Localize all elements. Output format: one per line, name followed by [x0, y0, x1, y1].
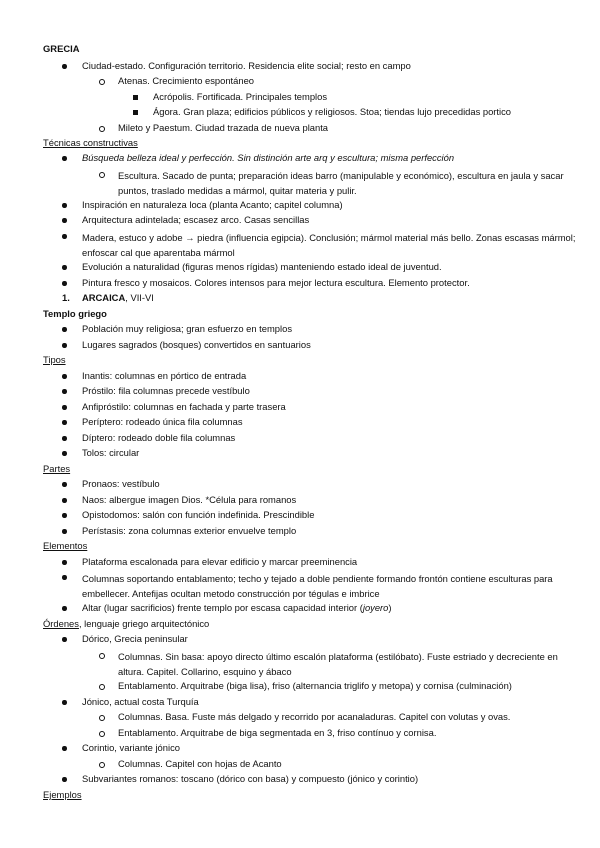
section-heading-templo: Templo griego	[43, 308, 107, 319]
section-heading-ordenes: Órdenes, lenguaje griego arquitectónico	[43, 618, 210, 629]
list-item: Columnas. Sin basa: apoyo directo último escalón plataforma (estilóbato). Fuste estriado y decreciente en altura. Capitel. Collarino, esquino y ábaco	[118, 651, 558, 677]
list-item: Madera, estuco y adobe → piedra (influencia egipcia). Conclusión; mármol material más bello. Zonas escasas mármol; enfoscar cal que aparentaba mármol	[82, 232, 576, 258]
section-heading-tipos: Tipos	[43, 354, 66, 365]
document-title: GRECIA	[43, 43, 80, 54]
list-item: Escultura. Sacado de punta; preparación ideas barro (manipulable y económico), escultura en jaula y sacar puntos, traslado medidas a mármol, quitar materia y pulir.	[118, 170, 564, 196]
section-heading-elementos: Elementos	[43, 540, 88, 551]
section-heading-ejemplos: Ejemplos	[43, 789, 82, 800]
section-heading-tecnicas: Técnicas constructivas	[43, 137, 138, 148]
list-item: Columnas soportando entablamento; techo y tejado a doble pendiente formando frontón contiene esculturas para embellecer. Antefijas ocultan metodo construcción por tégulas e imbrice	[82, 573, 553, 599]
section-heading-partes: Partes	[43, 463, 71, 474]
document-page: GRECIA Ciudad-estado. Configuración territorio. Residencia elite social; resto en campo Atenas. Crecimiento espontáneo Acrópolis. Fortificada. Principales templos Ágora. Gran plaza; edificios públicos y religiosos. Stoa; tiendas lujo precedidas portico Mileto y Paestum. Ciudad trazada de nueva planta Técnicas constructivas Búsqueda belleza ideal y perfección. Sin distinción arte arq y escultura; misma perfección Escultura. Sacado de punta; preparación ideas barro (manipulable y económico), escultura en jaula y sacar puntos, traslado medidas a mármol, quitar materia y pulir. Inspiración en naturaleza loca (planta Acanto; capitel columna) Arquitectura adintelada; escasez arco. Casas sencillas Madera, estuco y adobe → piedra (influencia egipcia). Conclusión; mármol material más bello. Zonas escasas mármol; enfoscar cal que aparentaba mármol Evolución a naturalidad (figuras menos rígidas) manteniendo estado ideal de juventud. Pintura fresco y mosaicos. Colores intensos para mejor lectura escultura. Elemento protector. 1. ARCAICA, VII-VI Templo griego Población muy religiosa; gran esfuerzo en templos Lugares sagrados (bosques) convertidos en santuarios Tipos Inantis: columnas en pórtico de entrada Próstilo: fila columnas precede vestíbulo Anfipróstilo: columnas en fachada y parte trasera Períptero: rodeado única fila columnas Díptero: rodeado doble fila columnas Tolos: circular Partes Pronaos: vestíbulo Naos: albergue imagen Dios. *Célula para romanos Opistodomos: salón con función indefinida. Prescindible Perístasis: zona columnas exterior envuelve templo Elementos Plataforma escalonada para elevar edificio y marcar preeminencia Columnas soportando entablamento; techo y tejado a doble pendiente formando frontón contiene esculturas para embellecer. Antefijas ocultan metodo construcción por tégulas e imbrice Altar (lugar sacrificios) frente templo por escasa capacidad interior (joyero) Órdenes, lenguaje griego arquitectónico Dórico, Grecia peninsular Columnas. Sin basa: apoyo directo último escalón plataforma (estilóbato). Fuste estriado y decreciente en altura. Capitel. Collarino, esquino y ábaco Entablamento. Arquitrabe (biga lisa), friso (alternancia triglifo y metopa) y cornisa (culminación) Jónico, actual costa Turquía Columnas. Basa. Fuste más delgado y recorrido por acanaladuras. Capitel con volutas y ovas. Entablamento. Arquitrabe de biga segmentada en 3, friso contínuo y cornisa. Corintio, variante jónico Columnas. Capitel con hojas de Acanto Subvariantes romanos: toscano (dórico con basa) y compuesto (jónico y corintio) Ejemplos	[0, 0, 600, 848]
